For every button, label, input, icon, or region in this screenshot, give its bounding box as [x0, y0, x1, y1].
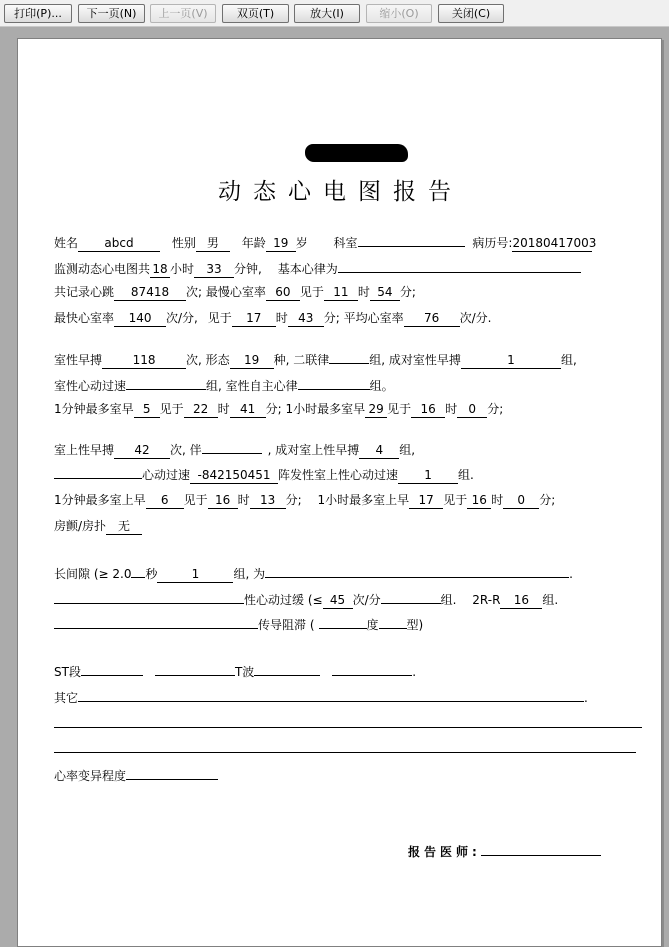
- slowest-label: 次; 最慢心室率: [186, 285, 266, 299]
- monitor-row: [54, 258, 581, 276]
- af-label: 房颤/房扑: [54, 519, 107, 533]
- other-line-2: [54, 713, 642, 728]
- block-row: [54, 614, 423, 632]
- prev-page-button[interactable]: 上一页(V): [150, 4, 216, 23]
- sv-premature-value: 42: [114, 444, 170, 459]
- fastest-hour: 17: [232, 312, 276, 327]
- sv-min1-seen: 见于: [183, 493, 208, 507]
- doctor-value: [481, 841, 601, 856]
- block-degree: [319, 614, 367, 629]
- sv-accomp-value: [202, 439, 262, 454]
- st-value-1: [81, 661, 143, 676]
- patient-info-row: [54, 232, 597, 250]
- v-min1-value: 5: [134, 403, 160, 418]
- idioventricular-value: [298, 375, 370, 390]
- sv-hour1-value: 17: [409, 494, 443, 509]
- other-line-3: [54, 738, 636, 753]
- age-value: 19: [266, 237, 296, 252]
- supraventricular-row-2: [54, 464, 474, 482]
- fastest-unit: 次/分,: [166, 311, 198, 325]
- sv-hour1-seen: 见于: [443, 493, 468, 507]
- long-pause-end: .: [569, 567, 573, 581]
- sv-pair-label: , 成对室上性早搏: [267, 443, 360, 457]
- morph-label: 次, 形态: [186, 353, 230, 367]
- rhythm-value: [338, 258, 581, 273]
- other-dot: .: [584, 691, 588, 705]
- average-unit: 次/分.: [459, 311, 492, 325]
- t-wave-value-2: [332, 661, 412, 676]
- bigeminy-label: 种, 二联律: [273, 353, 330, 367]
- v-min1-label: 1分钟最多室早: [54, 402, 134, 416]
- other-row-2: [54, 713, 642, 731]
- name-label: 姓名: [54, 236, 79, 250]
- v-hour1-label: 分; 1小时最多室早: [265, 402, 366, 416]
- brady-prefix: [54, 589, 244, 604]
- other-value: [78, 687, 584, 702]
- t-wave-value-1: [254, 661, 320, 676]
- sv-min1-label: 1分钟最多室上早: [54, 493, 146, 507]
- fastest-label: 最快心室率: [54, 311, 115, 325]
- long-pause-label: 长间隙 (≥ 2.0: [54, 567, 132, 581]
- degree-label: 度: [366, 618, 379, 632]
- sv-hour1-minute: 0: [503, 494, 539, 509]
- af-value: 无: [106, 520, 142, 535]
- sv-tachy-label: 心动过速: [142, 468, 191, 482]
- sv-parox-label: 阵发性室上性心动过速: [278, 468, 399, 482]
- sv-min1-value: 6: [146, 494, 184, 509]
- block-type: [379, 614, 407, 629]
- v-hour1-seen: 见于: [387, 402, 412, 416]
- hrv-row: [54, 765, 218, 783]
- ventricular-row-2: [54, 375, 394, 393]
- sv-parox-unit: 组.: [458, 468, 474, 482]
- sv-pair-value: 4: [359, 444, 399, 459]
- rr-label: 2R-R: [472, 593, 501, 607]
- brady-value: 45: [323, 594, 353, 609]
- sex-label: 性别: [171, 236, 196, 250]
- ventricular-row-1: [54, 349, 577, 367]
- next-page-button[interactable]: 下一页(N): [78, 4, 145, 23]
- supraventricular-row-1: [54, 439, 415, 457]
- preview-area[interactable]: [0, 27, 669, 947]
- slowest-minute: 54: [370, 286, 400, 301]
- idioventricular-label: 组, 室性自主心律: [206, 379, 298, 393]
- st-label: ST段: [54, 665, 81, 679]
- close-button[interactable]: 关闭(C): [438, 4, 504, 23]
- other-label: 其它: [54, 691, 79, 705]
- two-page-button[interactable]: 双页(T): [222, 4, 289, 23]
- sv-hour1-hour-unit: 时: [491, 493, 504, 507]
- average-value: 76: [404, 312, 460, 327]
- print-button[interactable]: 打印(P)...: [4, 4, 72, 23]
- sv-min1-minute: 13: [250, 494, 286, 509]
- hours-value: 18: [150, 263, 170, 278]
- sv-hour1-label: 1小时最多室上早: [317, 493, 410, 507]
- af-row: [54, 517, 142, 535]
- hours-unit: 小时: [170, 262, 195, 276]
- type-label: 型): [406, 618, 424, 632]
- v-hour1-minute-unit: 分;: [487, 402, 504, 416]
- long-pause-value: 1: [157, 568, 233, 583]
- total-beats-label: 共记录心跳: [54, 285, 115, 299]
- sec-label: 秒: [145, 567, 158, 581]
- minutes-value: 33: [194, 263, 234, 278]
- hour-unit-2: 时: [275, 311, 288, 325]
- redacted-hospital-name: [305, 144, 408, 162]
- ventricular-premature-value: 118: [102, 354, 186, 369]
- monitor-label: 监测动态心电图共: [54, 262, 151, 276]
- hour-unit: 时: [357, 285, 370, 299]
- ventricular-pair-value: 1: [461, 354, 561, 369]
- group-end: 组。: [369, 379, 394, 393]
- doctor-label: 报告医师:: [408, 845, 481, 859]
- sv-min1-hour-unit: 时: [237, 493, 250, 507]
- v-min1-minute: 41: [230, 403, 266, 418]
- sv-premature-label: 室上性早搏: [54, 443, 115, 457]
- v-min1-hour-unit: 时: [217, 402, 230, 416]
- v-hour1-hour: 16: [411, 403, 445, 418]
- block-prefix: [54, 614, 258, 629]
- group-unit: 组,: [560, 353, 577, 367]
- toolbar: [0, 0, 669, 27]
- rr-unit: 组.: [542, 593, 559, 607]
- other-row: [54, 687, 588, 705]
- v-hour1-value: 29: [365, 403, 387, 418]
- st-end: .: [412, 665, 417, 679]
- dept-value: [358, 232, 465, 247]
- sv-pair-unit: 组,: [399, 443, 416, 457]
- record-no-label: 病历号:: [472, 236, 513, 250]
- v-hour1-hour-unit: 时: [445, 402, 458, 416]
- ventricular-pair-label: 组, 成对室性早搏: [369, 353, 461, 367]
- heart-rate-row-2: [54, 309, 491, 327]
- zoom-in-button[interactable]: 放大(I): [294, 4, 360, 23]
- sv-min1-hour: 16: [208, 494, 238, 509]
- rhythm-label: 基本心律为: [277, 262, 338, 276]
- dept-label: 科室: [333, 236, 358, 250]
- sv-tachy-prefix: [54, 464, 142, 479]
- brady-label: 性心动过缓 (≤: [244, 593, 323, 607]
- long-pause-unit: 组, 为: [233, 567, 266, 581]
- block-label: 传导阻滞 (: [258, 618, 315, 632]
- ventricular-tachy-value: [126, 375, 206, 390]
- minute-unit: 分;: [399, 285, 416, 299]
- sv-min1-minute-unit: 分;: [285, 493, 302, 507]
- brady-row: [54, 589, 558, 607]
- seen-at-label: 见于: [299, 285, 324, 299]
- record-no-value: 20180417003: [512, 236, 597, 250]
- ventricular-row-3: [54, 400, 503, 418]
- slowest-value: 60: [266, 286, 300, 301]
- sv-tachy-value: -842150451: [190, 469, 278, 484]
- sex-value: 男: [196, 237, 230, 252]
- rr-value: 16: [500, 594, 542, 609]
- fastest-value: 140: [114, 312, 166, 327]
- name-value: abcd: [78, 237, 160, 252]
- sv-parox-value: 1: [398, 469, 458, 484]
- ventricular-premature-label: 室性早搏: [54, 353, 103, 367]
- long-pause-row: [54, 563, 573, 581]
- sv-hour1-minute-unit: 分;: [539, 493, 556, 507]
- zoom-out-button[interactable]: 缩小(O): [366, 4, 432, 23]
- hrv-value: [126, 765, 218, 780]
- sv-accomp-label: 次, 伴: [170, 443, 202, 457]
- fastest-minute: 43: [288, 312, 324, 327]
- other-row-3: [54, 738, 636, 756]
- st-row: [54, 661, 416, 679]
- minutes-unit: 分钟,: [234, 262, 262, 276]
- bigeminy-value: [329, 349, 369, 364]
- supraventricular-row-3: [54, 491, 555, 509]
- long-pause-desc: [265, 563, 569, 578]
- hrv-label: 心率变异程度: [54, 769, 127, 783]
- age-unit: 岁: [295, 236, 308, 250]
- age-label: 年龄: [241, 236, 266, 250]
- brady-unit: 次/分: [352, 593, 381, 607]
- slowest-hour: 11: [324, 286, 358, 301]
- brady-groups: [381, 589, 441, 604]
- brady-group-unit: 组.: [440, 593, 457, 607]
- page-title: 动态心电图报告: [218, 179, 463, 205]
- seen-at-label-2: 见于: [207, 311, 232, 325]
- t-wave-label: T波: [234, 665, 255, 679]
- st-value-2: [155, 661, 235, 676]
- total-beats-value: 87418: [114, 286, 186, 301]
- long-pause-sec-blank: [131, 563, 145, 578]
- doctor-row: [408, 841, 601, 860]
- sv-hour1-hour: 16: [467, 494, 491, 509]
- v-min1-hour: 22: [184, 403, 218, 418]
- report-page: [17, 38, 662, 947]
- v-min1-seen: 见于: [159, 402, 184, 416]
- heart-rate-row-1: [54, 283, 416, 301]
- ventricular-tachy-label: 室性心动过速: [54, 379, 127, 393]
- average-label: 分; 平均心室率: [323, 311, 404, 325]
- morph-value: 19: [230, 354, 274, 369]
- v-hour1-minute: 0: [457, 403, 487, 418]
